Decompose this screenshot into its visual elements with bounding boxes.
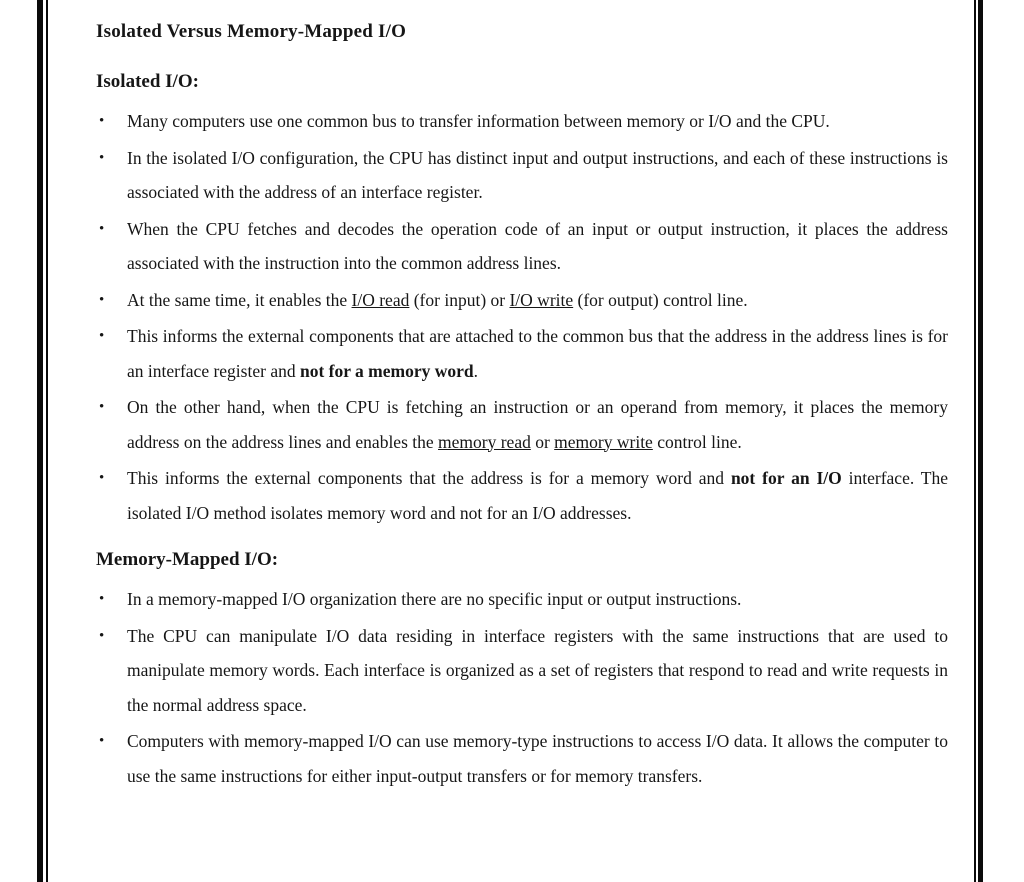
- bullet-item: [96, 141, 948, 210]
- right-border-inner-line: [974, 0, 976, 882]
- bullet-item: [96, 724, 948, 793]
- bullet-text: [127, 461, 948, 530]
- section-heading-isolated-io: Isolated I/O:: [96, 71, 199, 92]
- bullet-item: [96, 104, 948, 139]
- bullet-icon: •: [99, 220, 105, 237]
- bullet-icon: •: [99, 291, 105, 308]
- text-segment-underline: memory read: [438, 431, 531, 452]
- section-memory-mapped-io: [96, 548, 948, 793]
- bullet-icon: •: [99, 591, 105, 607]
- text-segment-underline: memory write: [554, 431, 653, 452]
- text-segment-normal: This informs the external components that are attached to the common bus that the address in the address lines is for an interface register and: [127, 326, 948, 381]
- left-border-inner-line: [46, 0, 48, 882]
- text-segment-normal: At the same time, it enables the: [127, 289, 352, 310]
- text-segment-normal: (for output) control line.: [573, 289, 748, 310]
- text-segment-normal: or: [530, 431, 555, 452]
- text-segment-underline: I/O write: [509, 289, 574, 310]
- text-segment-normal: interface. The isolated I/O method isolates memory word and not for an I/O addresses.: [127, 468, 949, 523]
- bullet-text: [127, 619, 948, 723]
- document-content: [96, 20, 948, 795]
- bullet-text: [127, 104, 948, 139]
- text-segment-normal: This informs the external components that the address is for a memory word and: [127, 468, 731, 488]
- bullet-text: [127, 283, 948, 318]
- section-isolated-io: [96, 70, 948, 530]
- text-segment-normal: In the isolated I/O configuration, the CPU has distinct input and output instructions, and each of these instructions is associated with the address of an interface register.: [127, 147, 948, 202]
- text-segment-normal: Computers with memory-mapped I/O can use memory-type instructions to access I/O data. It allows the computer to use the same instructions for either input-output transfers or for memory transfers.: [127, 731, 948, 786]
- text-segment-underline: I/O read: [351, 289, 410, 310]
- bullet-icon: •: [99, 627, 105, 644]
- text-segment-bold: not for a memory word: [299, 360, 474, 381]
- section-heading-memory-mapped-io: Memory-Mapped I/O:: [96, 549, 279, 570]
- bullet-icon: •: [99, 470, 105, 486]
- bullet-icon: •: [99, 328, 105, 344]
- bullet-icon: •: [99, 113, 105, 129]
- bullet-text: [127, 390, 948, 459]
- bullet-list-isolated-io: [96, 104, 948, 530]
- bullet-item: [96, 283, 948, 318]
- right-border-outer-line: [978, 0, 983, 882]
- bullet-text: [127, 582, 948, 617]
- text-segment-normal: On the other hand, when the CPU is fetching an instruction or an operand from memory, it places the memory address on the address lines and enables the: [127, 397, 948, 452]
- bullet-icon: •: [99, 149, 105, 166]
- text-segment-normal: control line.: [652, 431, 742, 452]
- text-segment-normal: When the CPU fetches and decodes the operation code of an input or output instruction, it places the address associated with the instruction into the common address lines.: [127, 218, 948, 273]
- text-segment-normal: Many computers use one common bus to transfer information between memory or I/O and the CPU.: [127, 111, 830, 131]
- text-segment-bold: not for an I/O: [730, 468, 842, 488]
- text-segment-normal: The CPU can manipulate I/O data residing in interface registers with the same instructions that are used to manipulate memory words. Each interface is organized as a set of registers that respond to read and write requests in the normal address space.: [127, 625, 948, 715]
- text-segment-normal: .: [473, 360, 479, 381]
- text-segment-normal: (for input) or: [409, 289, 510, 310]
- bullet-icon: •: [99, 399, 105, 415]
- bullet-text: [127, 212, 948, 281]
- left-border-outer-line: [37, 0, 43, 882]
- bullet-item: [96, 582, 948, 617]
- bullet-item: [96, 461, 948, 530]
- bullet-icon: •: [99, 733, 105, 749]
- bullet-text: [127, 141, 948, 210]
- bullet-list-memory-mapped-io: [96, 582, 948, 793]
- bullet-item: [96, 619, 948, 723]
- page-title: Isolated Versus Memory-Mapped I/O: [96, 21, 407, 42]
- bullet-item: [96, 212, 948, 281]
- bullet-item: [96, 390, 948, 459]
- bullet-text: [127, 319, 948, 388]
- bullet-text: [127, 724, 948, 793]
- text-segment-normal: In a memory-mapped I/O organization there are no specific input or output instructions.: [127, 589, 742, 609]
- bullet-item: [96, 319, 948, 388]
